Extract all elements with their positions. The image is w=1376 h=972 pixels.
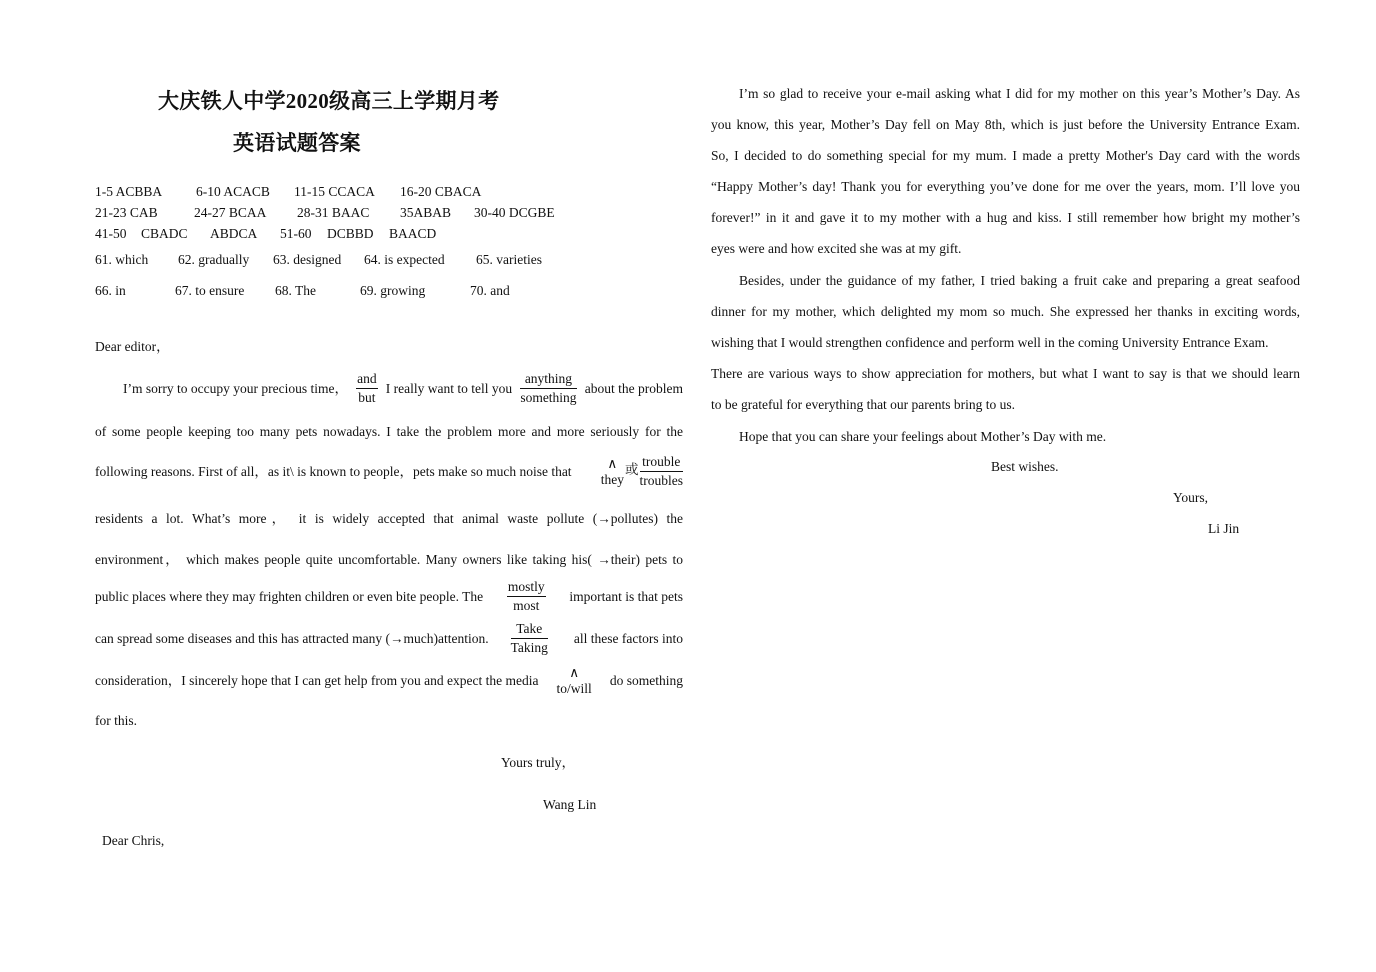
- essay-wishes: Best wishes.: [991, 459, 1059, 474]
- essay-salutation: Dear Chris,: [102, 833, 165, 848]
- answer-item: 28-31 BAAC: [297, 205, 370, 220]
- correction-text: important is that pets: [569, 588, 683, 604]
- answer-item: 51-60: [280, 226, 312, 241]
- answer-item: 62. gradually: [178, 252, 250, 267]
- answer-item: 67. to ensure: [175, 283, 245, 298]
- essay-line: dinner for my mother, which delighted my mom so much. She expressed her thanks in exciting words,: [711, 304, 1300, 319]
- correction-line: [95, 453, 683, 490]
- correction-text: do something: [609, 673, 683, 689]
- essay-line: you know, this year, Mother’s Day fell on May 8th, which is just before the University Entrance Exam.: [711, 117, 1300, 132]
- essay-line: eyes were and how excited she was at my gift.: [711, 241, 962, 256]
- correction-line: [123, 370, 683, 407]
- answer-item: 16-20 CBACA: [400, 184, 482, 199]
- answer-item: 65. varieties: [476, 252, 542, 267]
- correction-text: can spread some diseases and this has attracted many (→much)attention.: [95, 630, 489, 646]
- answer-item: 30-40 DCGBE: [474, 205, 555, 220]
- correction-mark: $\frac{\text{and}}{\text{but}}$: [357, 371, 377, 405]
- correction-text: I really want to tell you: [385, 380, 513, 396]
- correction-line: [95, 620, 683, 657]
- correction-line: [95, 578, 683, 615]
- essay-line: wishing that I would strengthen confidence and perform well in the coming University Entrance Exam.: [711, 335, 1269, 350]
- answer-item: 35ABAB: [400, 205, 452, 220]
- page-title: 大庆铁人中学2020级高三上学期月考: [158, 89, 500, 113]
- correction-line: for this.: [95, 713, 137, 728]
- essay-line: There are various ways to show appreciation for mothers, but what I want to say is that we should learn: [711, 366, 1300, 381]
- correction-mark: $\frac{\text{mostly}}{\text{most}}$: [507, 579, 545, 613]
- answer-item: 24-27 BCAA: [194, 205, 267, 220]
- correction-line: residents a lot. What’s more， it is widely accepted that animal waste pollute (→pollutes) the: [95, 511, 683, 526]
- answer-item: 64. is expected: [364, 252, 445, 267]
- answer-item: 66. in: [95, 283, 126, 298]
- insert-mark: ∧ to/will: [556, 665, 592, 696]
- correction-text: all these factors into: [573, 630, 683, 646]
- answer-item: 68. The: [275, 283, 316, 298]
- answer-item: BAACD: [389, 226, 437, 241]
- essay-line: “Happy Mother’s day! Thank you for everything you’ve done for me over the years, mom. I’ll love you: [711, 179, 1300, 194]
- correction-text: consideration，I sincerely hope that I can get help from you and expect the media: [95, 673, 539, 689]
- essay-line: to be grateful for everything that our parents bring to us.: [711, 397, 1016, 412]
- correction-salutation: Dear editor，: [95, 339, 170, 354]
- answer-item: 70. and: [470, 283, 510, 298]
- answer-item: CBADC: [141, 226, 188, 241]
- page-subtitle: 英语试题答案: [233, 131, 361, 155]
- correction-line: environment， which makes people quite uncomfortable. Many owners like taking his( →their) pets to: [95, 552, 683, 567]
- correction-text: about the problem: [584, 380, 683, 396]
- correction-mark: $\frac{\text{anything}}{\text{something}}$: [520, 371, 577, 405]
- insert-mark: ∧ they: [600, 455, 624, 487]
- essay-line: Besides, under the guidance of my father, I tried baking a fruit cake and preparing a great seafood: [739, 273, 1300, 288]
- answer-item: 6-10 ACACB: [196, 184, 270, 199]
- correction-text: 或: [625, 461, 639, 477]
- letter-signature: Wang Lin: [543, 797, 597, 812]
- answer-item: 69. growing: [360, 283, 426, 298]
- answer-item: ABDCA: [210, 226, 258, 241]
- answer-item: 61. which: [95, 252, 149, 267]
- letter-closing: Yours truly，: [501, 755, 576, 770]
- essay-line: Hope that you can share your feelings about Mother’s Day with me.: [739, 429, 1107, 444]
- essay-line: forever!” in it and gave it to my mother with a hug and kiss. I still remember how bright my mother’s: [711, 210, 1300, 225]
- answer-item: 11-15 CCACA: [294, 184, 375, 199]
- essay-closing: Yours,: [1173, 490, 1209, 505]
- answer-item: 63. designed: [273, 252, 342, 267]
- answer-item: DCBBD: [327, 226, 374, 241]
- answer-item: 1-5 ACBBA: [95, 184, 163, 199]
- correction-text: I’m sorry to occupy your precious time，: [123, 380, 348, 396]
- correction-line: [95, 665, 683, 697]
- correction-text: following reasons. First of all，as it\ is known to people，pets make so much noise that: [95, 463, 572, 479]
- essay-line: I’m so glad to receive your e-mail asking what I did for my mother on this year’s Mother’s Day. As: [739, 86, 1300, 101]
- answer-item: 21-23 CAB: [95, 205, 158, 220]
- correction-mark: $\frac{\text{trouble}}{\text{troubles}}$: [639, 454, 683, 488]
- essay-signature: Li Jin: [1208, 521, 1240, 536]
- correction-line: of some people keeping too many pets nowadays. I take the problem more and more seriously for the: [95, 424, 683, 439]
- correction-text: public places where they may frighten children or even bite people. The: [95, 588, 484, 604]
- essay-line: So, I decided to do something special for my mum. I made a pretty Mother's Day card with the words: [711, 148, 1300, 163]
- correction-mark: $\frac{\text{Take}}{\text{Taking}}$: [510, 621, 548, 655]
- answer-item: 41-50: [95, 226, 127, 241]
